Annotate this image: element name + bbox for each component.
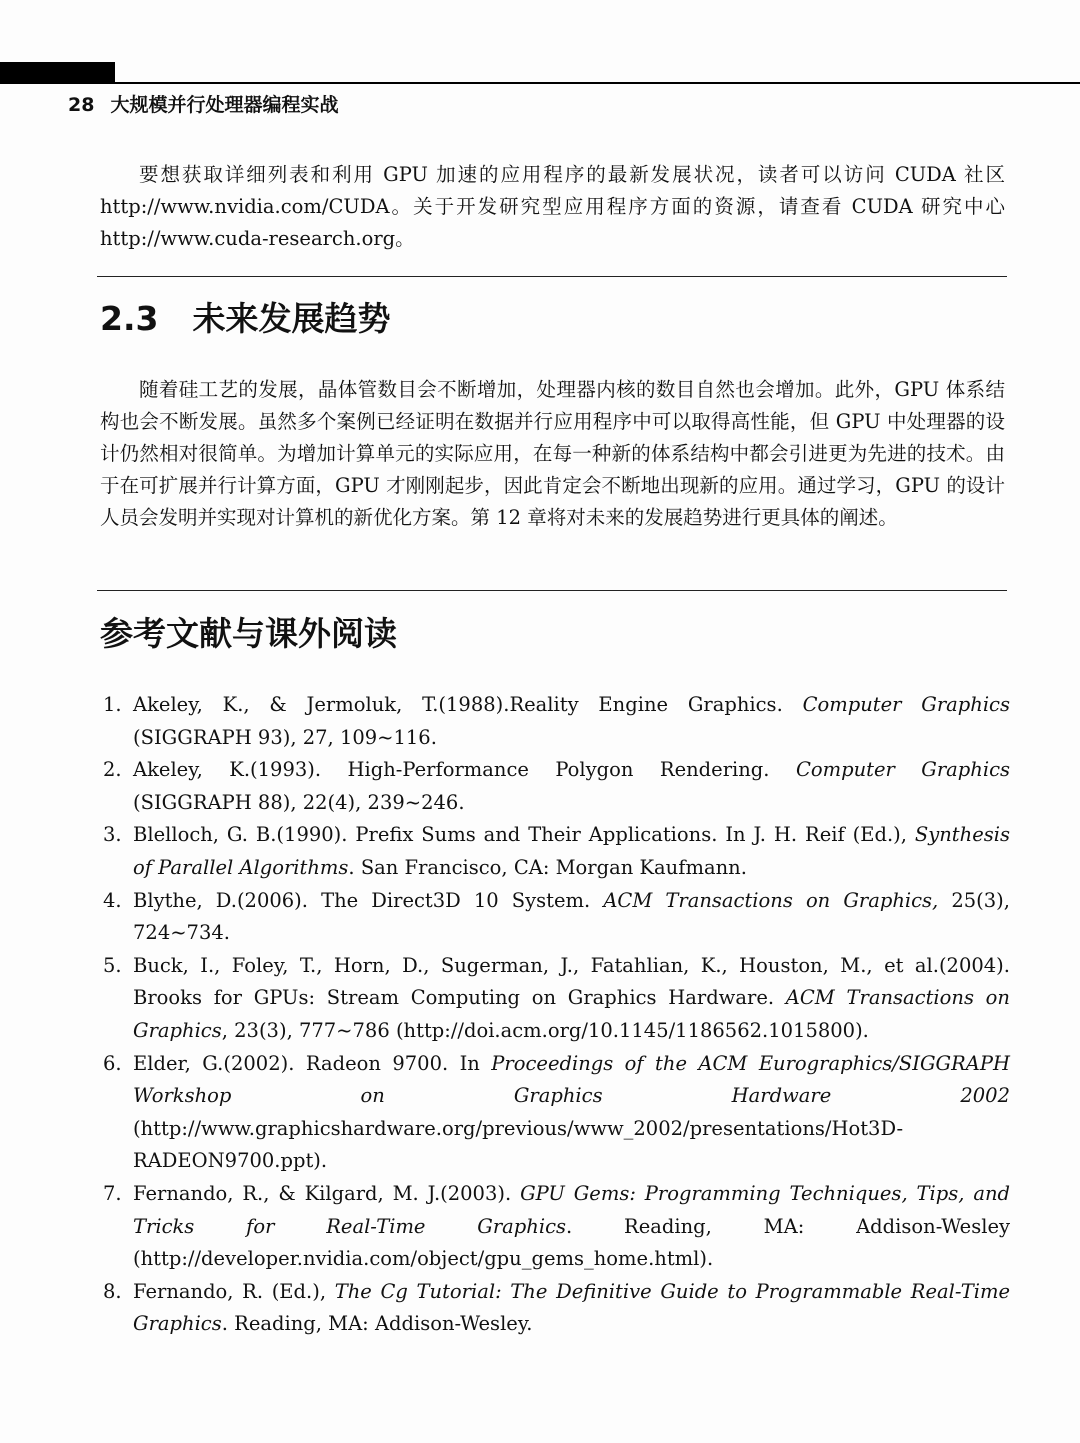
reference-italic-title: Proceedings of the ACM Eurographics/SIGGRAPH Workshop on Graphics Hardware 2002	[133, 1051, 1010, 1108]
section-number: 2.3	[100, 299, 159, 338]
reference-text-tail: (http://www.graphicshardware.org/previous/www_2002/presentations/Hot3D-RADEON9700.ppt).	[133, 1116, 904, 1173]
reference-italic-title: ACM Transactions on Graphics,	[603, 888, 939, 912]
reference-number: 6.	[103, 1051, 122, 1075]
section-heading	[100, 293, 390, 340]
reference-text-tail: . Reading, MA: Addison-Wesley (http://developer.nvidia.com/object/gpu_gems_home.html).	[133, 1214, 1011, 1271]
reference-number: 8.	[103, 1279, 122, 1303]
header-rule	[0, 82, 1080, 84]
reference-text: Buck, I., Foley, T., Horn, D., Sugerman, J., Fatahlian, K., Houston, M., et al.(2004). Brooks for GPUs: Stream Computing on Graphics Hardware.	[133, 953, 1010, 1010]
reference-text: Fernando, R. (Ed.),	[133, 1279, 335, 1303]
reference-text: Blelloch, G. B.(1990). Prefix Sums and Their Applications. In J. H. Reif (Ed.),	[133, 823, 915, 847]
reference-text-tail: . Reading, MA: Addison-Wesley.	[221, 1312, 533, 1336]
references-heading: 参考文献与课外阅读	[100, 614, 397, 653]
reference-item	[100, 1048, 1010, 1178]
reference-list	[100, 689, 1010, 1341]
reference-item	[100, 885, 1010, 950]
reference-text-tail: (SIGGRAPH 88), 22(4), 239~246.	[133, 790, 465, 814]
book-title: 大规模并行处理器编程实战	[110, 94, 339, 116]
section-title: 未来发展趋势	[192, 299, 391, 338]
reference-number: 4.	[103, 888, 122, 912]
reference-number: 5.	[103, 953, 122, 977]
reference-italic-title: Computer Graphics	[795, 758, 1010, 782]
reference-italic-title: Computer Graphics	[802, 693, 1010, 716]
references-divider	[97, 590, 1007, 591]
reference-text-tail: (SIGGRAPH 93), 27, 109~116.	[133, 725, 437, 749]
reference-text-tail: 25(3), 724~734.	[133, 888, 1010, 945]
section-divider	[97, 276, 1007, 277]
reference-italic-title: Synthesis of Parallel Algorithms	[133, 823, 1010, 879]
reference-text: Blythe, D.(2006). The Direct3D 10 System.	[133, 888, 604, 912]
reference-item	[100, 1276, 1010, 1341]
reference-text-tail: . San Francisco, CA: Morgan Kaufmann.	[348, 855, 747, 879]
reference-number: 7.	[103, 1181, 122, 1205]
intro-paragraph: 要想获取详细列表和利用 GPU 加速的应用程序的最新发展状况，读者可以访问 CUDA 社区 http://www.nvidia.com/CUDA。关于开发研究型应用程序方面的资源，请查看 CUDA 研究中心 http://www.cuda-research.org。	[100, 163, 1005, 250]
reference-item	[100, 819, 1010, 884]
reference-item	[100, 1178, 1010, 1276]
reference-text: Akeley, K., & Jermoluk, T.(1988).Reality Engine Graphics.	[133, 693, 803, 716]
page-number: 28	[68, 94, 95, 116]
reference-text: Fernando, R., & Kilgard, M. J.(2003).	[133, 1181, 521, 1205]
reference-italic-title: GPU Gems: Programming Techniques, Tips, and Tricks for Real-Time Graphics	[133, 1181, 1010, 1238]
reference-number: 2.	[103, 758, 122, 782]
section-paragraph: 随着硅工艺的发展，晶体管数目会不断增加，处理器内核的数目自然也会增加。此外，GPU 体系结构也会不断发展。虽然多个案例已经证明在数据并行应用程序中可以取得高性能，但 GPU 中处理器的设计仍然相对很简单。为增加计算单元的实际应用，在每一种新的体系结构中都会引进更为先进的技术。由于在可扩展并行计算方面，GPU 才刚刚起步，因此肯定会不断地出现新的应用。通过学习，GPU 的设计人员会发明并实现对计算机的新优化方案。第 12 章将对未来的发展趋势进行更具体的阐述。	[100, 378, 1005, 529]
header-black-tab	[0, 62, 115, 84]
reference-italic-title: The Cg Tutorial: The Definitive Guide to Programmable Real-Time Graphics	[133, 1279, 1011, 1336]
reference-text: Elder, G.(2002). Radeon 9700. In	[133, 1051, 492, 1075]
reference-number: 1.	[103, 693, 122, 716]
reference-item	[100, 950, 1010, 1048]
reference-number: 3.	[103, 823, 122, 847]
running-header	[68, 90, 338, 117]
reference-text: Akeley, K.(1993). High-Performance Polygon Rendering.	[133, 758, 796, 782]
reference-text-tail: , 23(3), 777~786 (http://doi.acm.org/10.1145/1186562.1015800).	[221, 1018, 869, 1042]
reference-italic-title: ACM Transactions on Graphics	[133, 986, 1010, 1042]
reference-item	[100, 689, 1010, 754]
reference-item	[100, 754, 1010, 819]
